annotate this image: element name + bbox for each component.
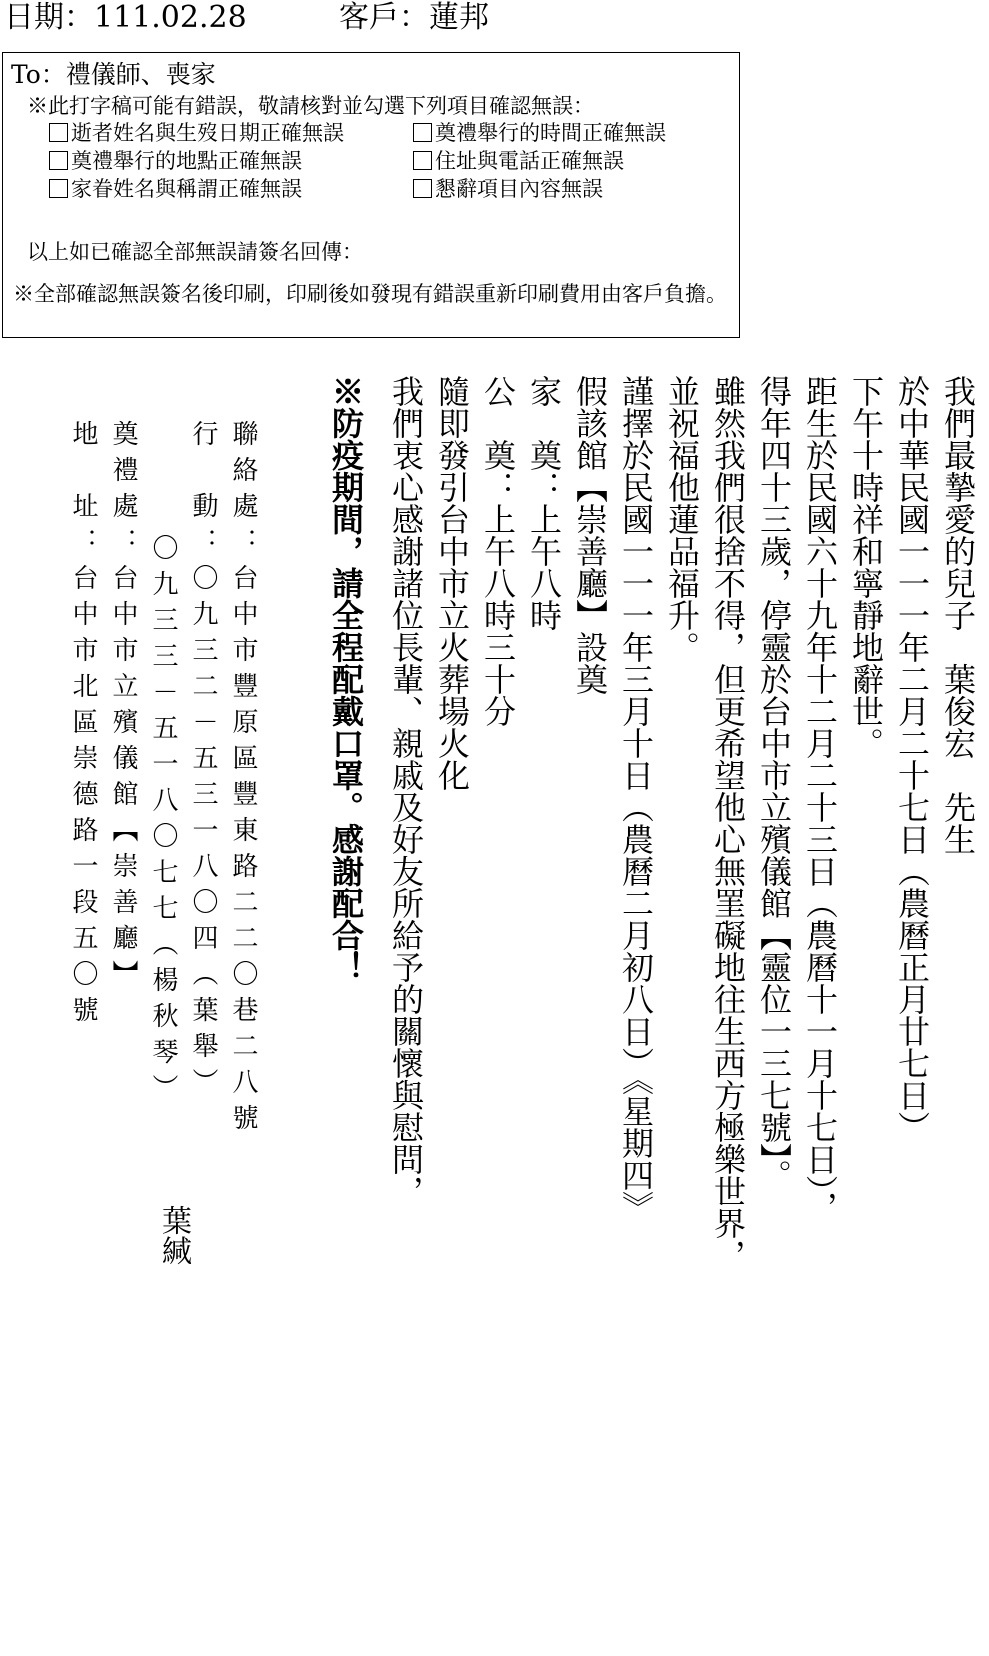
proof-note: ※此打字稿可能有錯誤，敬請核對並勾選下列項目確認無誤： xyxy=(27,94,594,118)
mask-notice: ※防疫期間，請全程配戴口罩。感謝配合！ xyxy=(327,375,365,983)
obituary-column: 家 奠：上午八時 xyxy=(525,375,563,631)
check-declined-items[interactable]: 懇辭項目內容無誤 xyxy=(413,173,603,203)
obituary-column: 於中華民國一一一年二月二十七日（農曆正月廿七日） xyxy=(893,375,931,1143)
obituary-column: 我們最摯愛的兒子 葉俊宏 先生 xyxy=(939,375,977,855)
checkbox[interactable] xyxy=(413,179,432,198)
check-ceremony-time[interactable]: 奠禮舉行的時間正確無誤 xyxy=(413,117,666,147)
obituary-column: 得年四十三歲，停靈於台中市立殯儀館【靈位一三七號】。 xyxy=(755,375,793,1191)
checkbox[interactable] xyxy=(413,123,432,142)
checkbox[interactable] xyxy=(49,151,68,170)
client-name: 客戶：蓮邦 xyxy=(339,0,489,35)
check-ceremony-location[interactable]: 奠禮舉行的地點正確無誤 xyxy=(49,145,302,175)
check-family-names[interactable]: 家眷姓名與稱謂正確無誤 xyxy=(49,173,302,203)
obituary-column: 假該館【崇善廳】設奠 xyxy=(571,375,609,695)
printing-warning: ※全部確認無誤簽名後印刷，印刷後如發現有錯誤重新印刷費用由客戶負擔。 xyxy=(13,282,727,306)
proof-check-box xyxy=(2,52,740,338)
contact-column: 奠禮處：台中市立殯儀館【崇善廳】 xyxy=(108,420,138,996)
obituary-column: 雖然我們很捨不得，但更希望他心無罣礙地往生西方極樂世界， xyxy=(709,375,747,1271)
check-address-phone[interactable]: 住址與電話正確無誤 xyxy=(413,145,624,175)
checkbox[interactable] xyxy=(49,179,68,198)
checkbox[interactable] xyxy=(413,151,432,170)
print-date: 日期：111.02.28 xyxy=(4,0,247,35)
obituary-column: 公 奠：上午八時三十分 xyxy=(479,375,517,727)
obituary-column: 並祝福他蓮品福升。 xyxy=(663,375,701,663)
obituary-column: 下午十時祥和寧靜地辭世。 xyxy=(847,375,885,759)
obituary-column: 隨即發引台中市立火葬場火化 xyxy=(433,375,471,791)
contact-column: 〇九三三－五一八〇七七（楊秋琴） xyxy=(148,534,178,1110)
signature-request: 以上如已確認全部無誤請簽名回傳： xyxy=(27,240,363,264)
contact-column: 聯絡處：台中市豐原區豐東路二二〇巷二八號 xyxy=(228,420,258,1140)
obituary-column: 距生於民國六十九年十二月二十三日（農曆十一月十七日）， xyxy=(801,375,839,1223)
contact-column: 行 動：〇九三二－五三一八〇四（葉舉） xyxy=(188,420,218,1104)
obituary-column: 我們衷心感謝諸位長輩、親戚及好友所給予的關懷與慰問， xyxy=(387,375,425,1207)
signature: 葉緘 xyxy=(156,1205,191,1265)
check-deceased-name[interactable]: 逝者姓名與生歿日期正確無誤 xyxy=(49,117,344,147)
checkbox[interactable] xyxy=(49,123,68,142)
contact-column: 地 址：台中市北區崇德路一段五〇號 xyxy=(68,420,98,1032)
recipient-line: To：禮儀師、喪家 xyxy=(11,60,216,89)
obituary-column: 謹擇於民國一一一年三月十日（農曆二月初八日）《星期四》 xyxy=(617,375,655,1223)
